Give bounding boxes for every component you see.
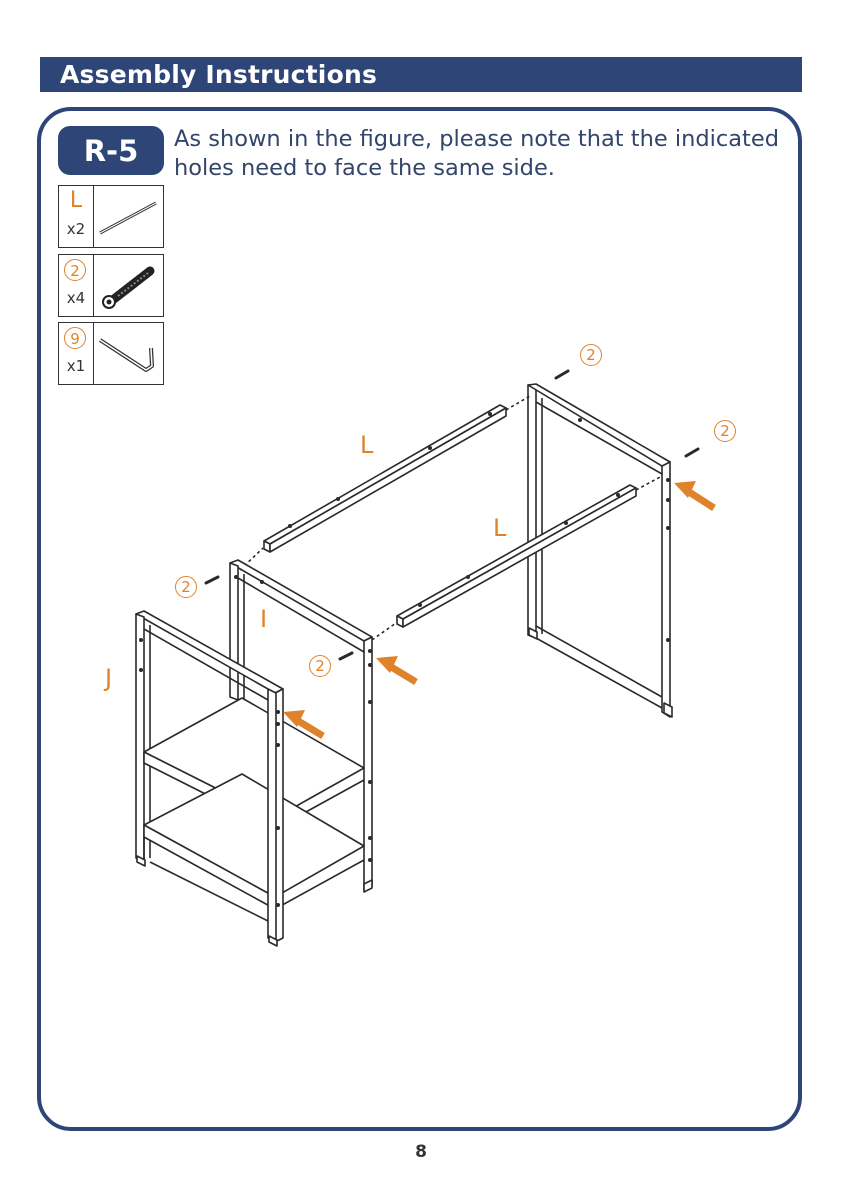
rail-back — [240, 396, 530, 570]
callout-bolt-top-right: 2 — [580, 344, 602, 366]
callout-rail-front: L — [493, 514, 507, 542]
left-frame — [136, 611, 372, 946]
step-badge: R-5 — [58, 126, 164, 175]
callout-rail-back: L — [360, 431, 374, 459]
part-quantity: x1 — [66, 357, 86, 375]
part-code: 2 — [64, 259, 86, 281]
callout-left-frame: J — [105, 664, 113, 692]
right-frame — [528, 384, 672, 717]
header-title: Assembly Instructions — [60, 60, 378, 89]
step-instruction: As shown in the figure, please note that the indicated holes need to face the same side. — [174, 126, 779, 181]
callout-middle-frame: I — [260, 605, 268, 633]
part-code: L — [69, 188, 83, 213]
rail-front — [372, 476, 662, 640]
page-number: 8 — [415, 1142, 427, 1162]
callout-bolt-middle: 2 — [309, 655, 331, 677]
arrow-right-frame — [674, 481, 714, 508]
callout-bolt-left: 2 — [175, 576, 197, 598]
part-quantity: x4 — [66, 289, 86, 307]
part-quantity: x2 — [66, 220, 86, 238]
part-code: 9 — [64, 327, 86, 349]
callout-bolt-right: 2 — [714, 420, 736, 442]
arrow-middle-frame — [376, 656, 416, 682]
